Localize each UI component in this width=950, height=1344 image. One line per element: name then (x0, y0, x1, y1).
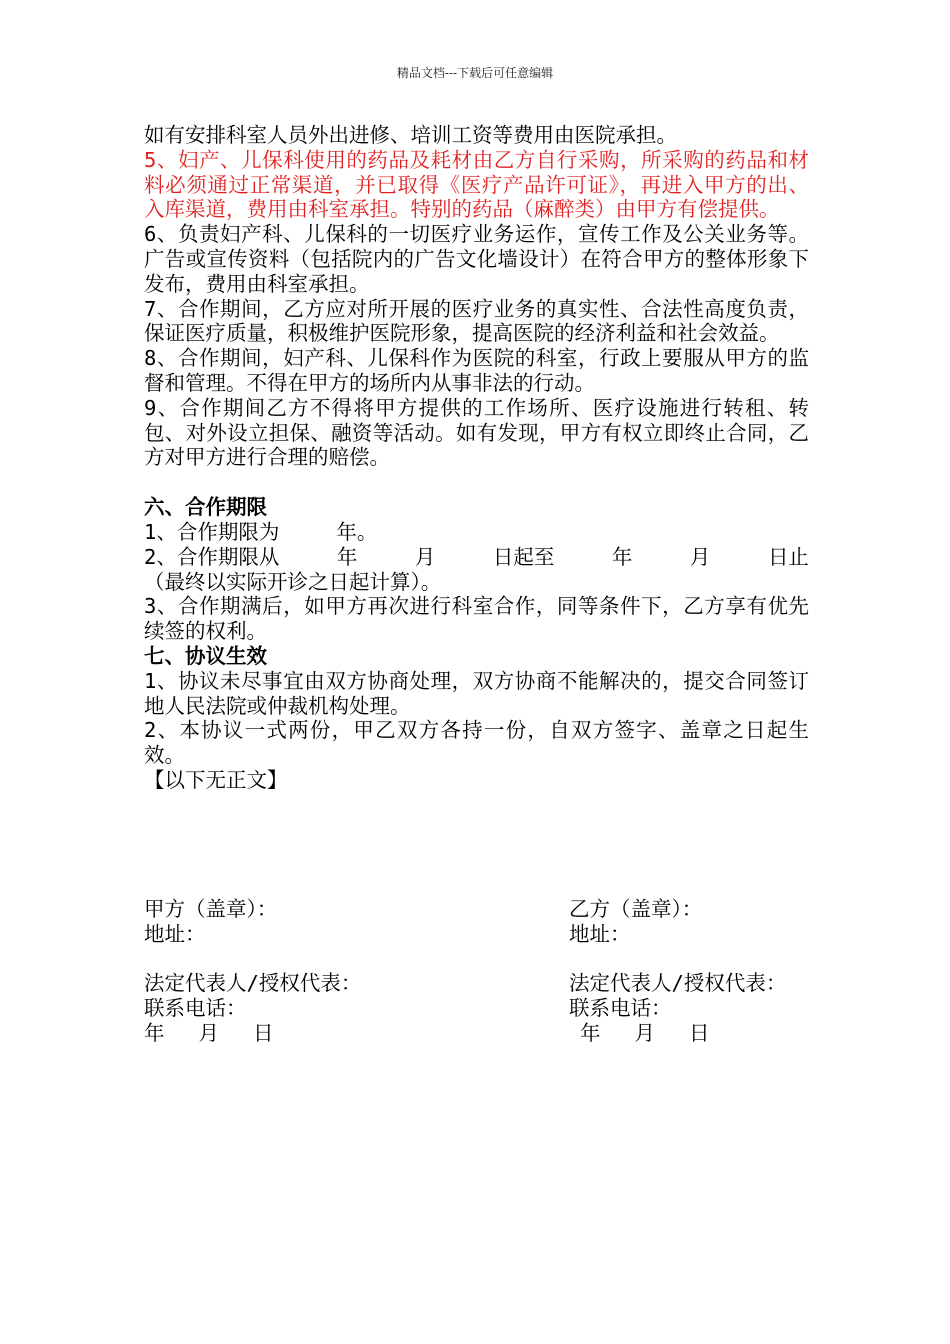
signature-block-top (144, 897, 809, 947)
clause-7: 7、合作期间，乙方应对所开展的医疗业务的真实性、合法性高度负责，保证医疗质量，积极维护医院形象，提高医院的经济利益和社会效益。 (144, 296, 809, 346)
signature-block-bottom (144, 971, 809, 1045)
party-a-rep: 法定代表人/授权代表： (144, 971, 362, 995)
section-7-title: 七、协议生效 (144, 643, 267, 668)
section-6-title: 六、合作期限 (144, 495, 267, 520)
term-clause-3: 3、合作期满后，如甲方再次进行科室合作，同等条件下，乙方享有优先续签的权利。 (144, 594, 809, 644)
party-b-month: 月 (634, 1020, 655, 1045)
term-from-day: 日起至 (492, 544, 555, 569)
party-b-phone: 联系电话： (569, 995, 672, 1020)
spacer (144, 470, 809, 495)
paragraph-continuation: 如有安排科室人员外出进修、培训工资等费用由医院承担。 (144, 123, 677, 147)
party-a-name: 甲方（盖章）： (144, 897, 278, 921)
party-a-day: 日 (253, 1020, 274, 1045)
term-to-year: 年 (611, 544, 633, 569)
clause-9: 9、合作期间乙方不得将甲方提供的工作场所、医疗设施进行转租、转包、对外设立担保、融资等活动。如有发现，甲方有权立即终止合同，乙方对甲方进行合理的赔偿。 (144, 395, 809, 470)
party-b-address: 地址： (569, 921, 631, 946)
effect-clause-1: 1、协议未尽事宜由双方协商处理，双方协商不能解决的，提交合同签订地人民法院或仲裁机构处理。 (144, 668, 809, 718)
party-b-name: 乙方（盖章）： (569, 897, 703, 921)
term-from-month: 月 (414, 544, 436, 569)
term-from-year: 年 (336, 544, 358, 569)
party-a-year: 年 (144, 1020, 165, 1045)
clause-6: 6、负责妇产科、儿保科的一切医疗业务运作，宣传工作及公关业务等。广告或宣传资料（包括院内的广告文化墙设计）在符合甲方的整体形象下发布，费用由科室承担。 (144, 222, 809, 296)
term-clause-1 (144, 520, 809, 545)
party-a-month: 月 (198, 1020, 219, 1045)
party-a-phone: 联系电话： (144, 995, 247, 1020)
party-b-day: 日 (689, 1020, 710, 1045)
party-a-address: 地址： (144, 921, 206, 946)
clause-5: 5、妇产、儿保科使用的药品及耗材由乙方自行采购，所采购的药品和材料必须通过正常渠道，并已取得《医疗产品许可证》，再进入甲方的出、入库渠道，费用由科室承担。特别的药品（麻醉类）由甲方有偿提供。 (144, 147, 809, 222)
term-clause-1-label: 1、合作期限为 (144, 519, 280, 544)
party-b-rep: 法定代表人/授权代表： (569, 971, 787, 995)
term-clause-1-unit: 年。 (336, 519, 378, 544)
party-b-date (569, 1021, 809, 1046)
page-header: 精品文档---下载后可任意编辑 (396, 66, 554, 80)
term-clause-2-note: （最终以实际开诊之日起计算）。 (144, 569, 442, 594)
party-b-year: 年 (580, 1020, 601, 1045)
term-to-day: 日止 (767, 544, 809, 569)
clause-8: 8、合作期间，妇产科、儿保科作为医院的科室，行政上要服从甲方的监督和管理。不得在甲方的场所内从事非法的行动。 (144, 346, 809, 395)
term-to-month: 月 (689, 544, 711, 569)
document-body (144, 123, 809, 793)
term-clause-2 (144, 545, 809, 570)
term-from-label: 2、合作期限从 (144, 544, 280, 569)
effect-clause-2: 2、本协议一式两份，甲乙双方各持一份，自双方签字、盖章之日起生效。 (144, 718, 809, 768)
end-note: 【以下无正文】 (144, 767, 288, 792)
party-a-date (144, 1021, 569, 1046)
